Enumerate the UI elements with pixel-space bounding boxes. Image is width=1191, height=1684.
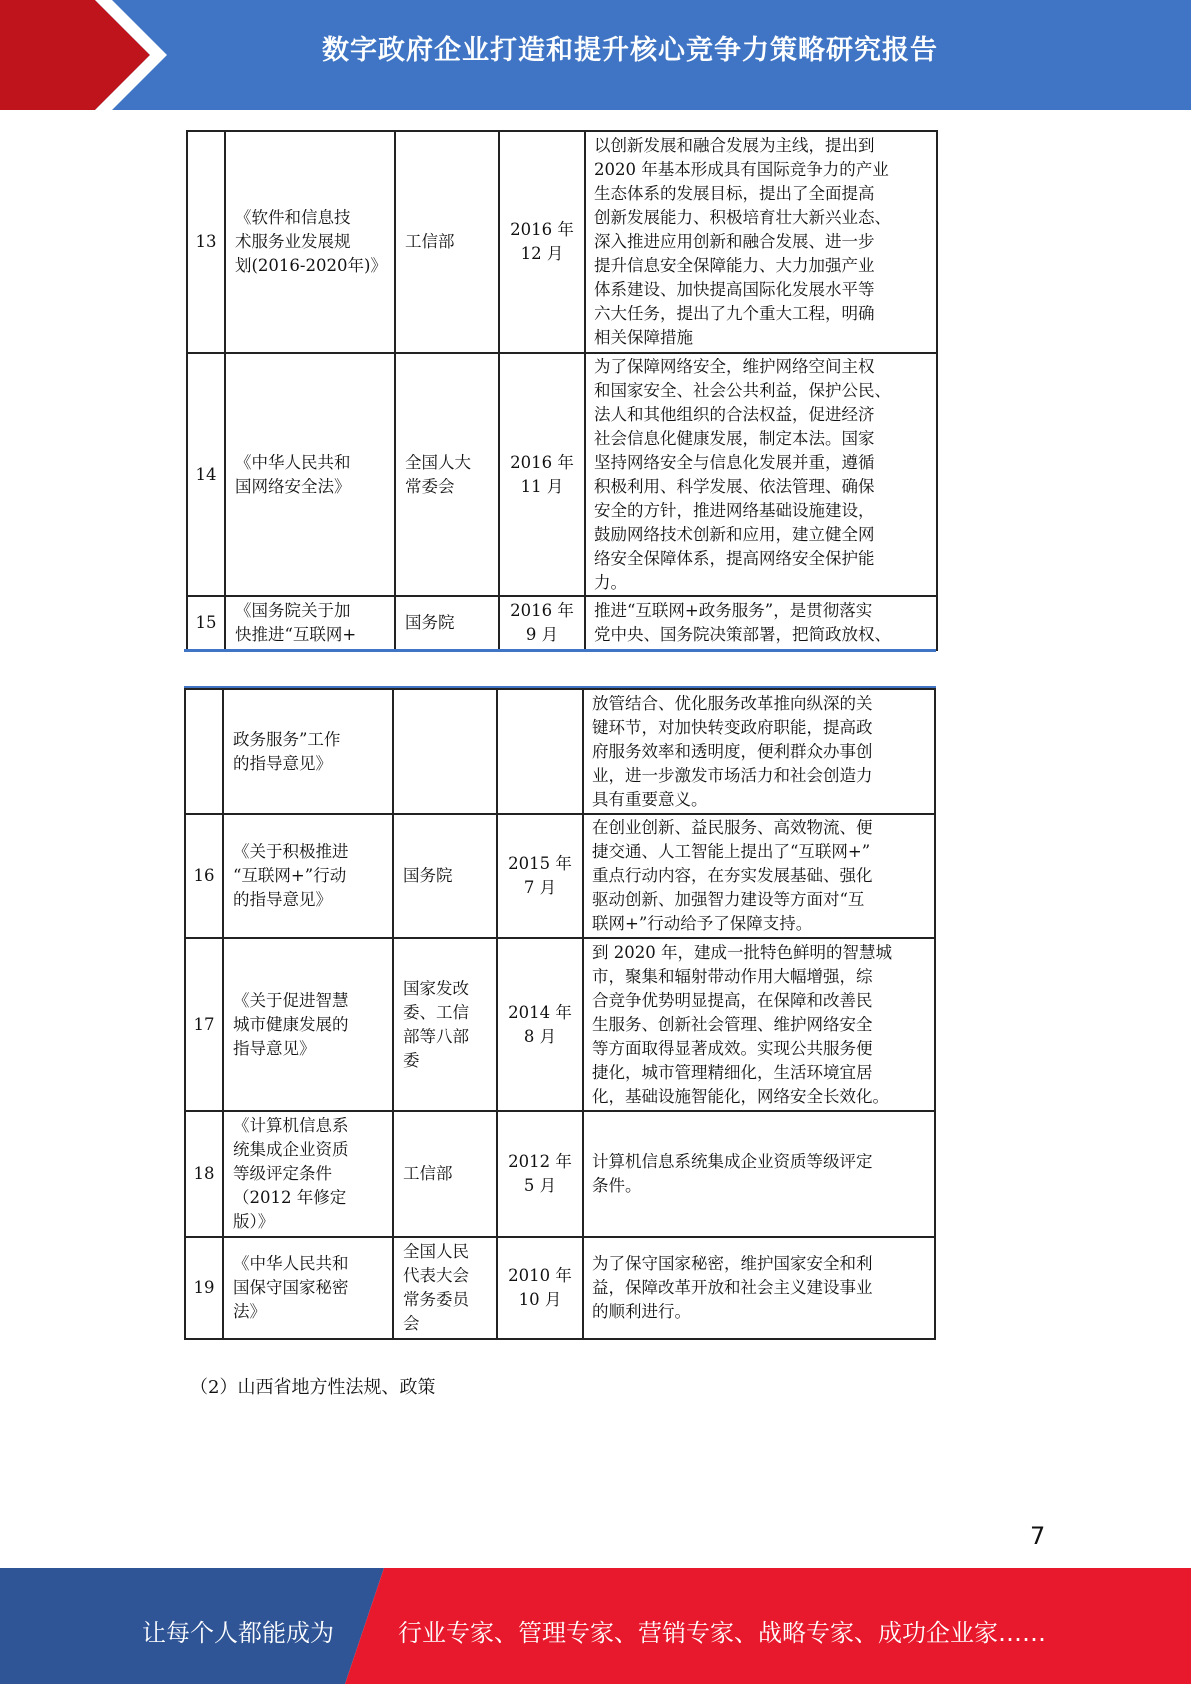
cell-line: 推进“互联网+政务服务”，是贯彻落实 [594, 601, 873, 620]
issue-date-cell [499, 131, 585, 353]
cell-line: 委、工信 [403, 1002, 469, 1022]
cell-line: 2015 年 [508, 854, 572, 873]
cell-line: 合竞争优势明显提高，在保障和改善民 [592, 990, 873, 1010]
cell-line: 相关保障措施 [594, 328, 693, 347]
cell-line: 键环节，对加快转变政府职能，提高政 [592, 717, 873, 737]
issue-date-cell [497, 814, 583, 938]
cell-line: 生态体系的发展目标，提出了全面提高 [594, 184, 875, 203]
cell-line: 创新发展能力、积极培育壮大新兴业态、 [594, 208, 891, 227]
issuer-cell [393, 1111, 497, 1237]
cell-line: 2020 年基本形成具有国际竞争力的产业 [594, 160, 889, 179]
cell-line: 到 2020 年，建成一批特色鲜明的智慧城 [592, 942, 892, 962]
policy-table-part-1 [186, 130, 938, 651]
document-name-cell [223, 938, 393, 1111]
cell-line: 六大任务，提出了九个重大工程，明确 [594, 304, 875, 323]
page-number: 7 [1030, 1522, 1046, 1550]
cell-line: 全国人大 [405, 452, 471, 472]
description-cell [583, 938, 935, 1111]
cell-line: 府服务效率和透明度，便利群众办事创 [592, 741, 873, 761]
row-number: 16 [185, 814, 223, 938]
section-sub-heading: （2）山西省地方性法规、政策 [190, 1377, 436, 1398]
policy-table-part-2 [184, 688, 936, 1340]
cell-line: 政务服务”工作 [233, 729, 341, 749]
cell-line: 化，基础设施智能化，网络安全长效化。 [592, 1086, 889, 1106]
cell-line: 等级评定条件 [233, 1164, 332, 1183]
cell-line: 重点行动内容，在夯实发展基础、强化 [592, 866, 873, 885]
cell-line: 5 月 [523, 1176, 557, 1195]
document-name-cell [225, 596, 395, 650]
cell-line: 2012 年 [508, 1152, 572, 1171]
cell-line: 《中华人民共和 [235, 452, 351, 472]
cell-line: 联网+”行动给予了保障支持。 [592, 914, 813, 933]
document-name-cell [225, 353, 395, 596]
cell-line: 的指导意见》 [233, 753, 332, 773]
cell-line: 划(2016-2020年)》 [235, 256, 387, 275]
issue-date-cell [499, 353, 585, 596]
row-number [185, 689, 223, 814]
issuer-cell [393, 1237, 497, 1339]
table-row [185, 814, 935, 938]
cell-line: 工信部 [405, 232, 455, 251]
cell-line: 以创新发展和融合发展为主线，提出到 [594, 136, 875, 155]
row-number: 14 [187, 353, 225, 596]
cell-line: 部等八部 [403, 1026, 469, 1046]
cell-line: 委 [403, 1050, 420, 1070]
cell-line: 2010 年 [508, 1266, 572, 1285]
cell-line: 2016 年 [510, 220, 574, 239]
footer-slogan-right: 行业专家、管理专家、营销专家、战略专家、成功企业家…… [398, 1619, 1046, 1647]
table-row [185, 1111, 935, 1237]
cell-line: 《软件和信息技 [235, 208, 351, 227]
table-row [185, 1237, 935, 1339]
description-cell [583, 689, 935, 814]
report-title: 数字政府企业打造和提升核心竞争力策略研究报告 [322, 35, 938, 66]
table-row [187, 353, 937, 596]
cell-line: “互联网+”行动 [233, 866, 347, 885]
cell-line: 国务院 [403, 866, 453, 885]
document-name-cell [223, 1237, 393, 1339]
document-name-cell [223, 814, 393, 938]
cell-line: 2016 年 [510, 452, 574, 472]
table-row [187, 131, 937, 353]
cell-line: 具有重要意义。 [592, 789, 708, 809]
cell-line: 9 月 [525, 625, 559, 644]
cell-line: 国务院 [405, 613, 455, 632]
cell-line: 全国人民 [403, 1242, 469, 1261]
cell-line: 市，聚集和辐射带动作用大幅增强，综 [592, 966, 873, 986]
cell-line: 国保守国家秘密 [233, 1278, 349, 1297]
row-number: 13 [187, 131, 225, 353]
issue-date-cell [497, 1237, 583, 1339]
cell-line: 社会信息化健康发展，制定本法。国家 [594, 428, 875, 448]
cell-line: 党中央、国务院决策部署，把简政放权、 [594, 625, 891, 644]
row-number: 15 [187, 596, 225, 650]
page-header [0, 0, 1191, 110]
cell-line: 代表大会 [403, 1266, 469, 1285]
cell-line: 络安全保障体系，提高网络安全保护能 [594, 548, 875, 568]
cell-line: 2016 年 [510, 601, 574, 620]
cell-line: 会 [403, 1314, 420, 1333]
cell-line: 条件。 [592, 1176, 642, 1195]
cell-line: 常务委员 [403, 1290, 469, 1309]
cell-line: 生服务、创新社会管理、维护网络安全 [592, 1014, 873, 1034]
cell-line: 国家发改 [403, 978, 469, 998]
document-name-cell [225, 131, 395, 353]
row-number: 19 [185, 1237, 223, 1339]
cell-line: 指导意见》 [233, 1038, 316, 1058]
cell-line: 深入推进应用创新和融合发展、进一步 [594, 232, 875, 251]
cell-line: 捷交通、人工智能上提出了“互联网+” [592, 842, 871, 861]
cell-line: 为了保守国家秘密，维护国家安全和利 [592, 1254, 873, 1273]
cell-line: 《关于促进智慧 [233, 990, 349, 1010]
issuer-cell [393, 689, 497, 814]
cell-line: 鼓励网络技术创新和应用，建立健全网 [594, 524, 875, 544]
cell-line: 业，进一步激发市场活力和社会创造力 [592, 765, 873, 785]
issue-date-cell [497, 938, 583, 1111]
cell-line: 捷化，城市管理精细化，生活环境宜居 [592, 1062, 873, 1082]
cell-line: 法人和其他组织的合法权益，促进经济 [594, 404, 875, 424]
cell-line: 常委会 [405, 476, 455, 496]
cell-line: 术服务业发展规 [235, 232, 351, 251]
cell-line: 法》 [233, 1302, 266, 1321]
cell-line: 10 月 [518, 1290, 562, 1309]
footer-slogan-left: 让每个人都能成为 [142, 1619, 334, 1647]
cell-line: 驱动创新、加强智力建设等方面对“互 [592, 890, 865, 909]
cell-line: 8 月 [523, 1026, 557, 1046]
cell-line: 《中华人民共和 [233, 1254, 349, 1273]
cell-line: 《计算机信息系 [233, 1116, 349, 1135]
issuer-cell [393, 938, 497, 1111]
description-cell [585, 596, 937, 650]
cell-line: （2012 年修定 [233, 1188, 347, 1207]
cell-line: 的指导意见》 [233, 890, 332, 909]
cell-line: 积极利用、科学发展、依法管理、确保 [594, 476, 875, 496]
header-arrow-graphic [0, 0, 240, 110]
table-bottom-rule [184, 649, 936, 652]
row-number: 18 [185, 1111, 223, 1237]
cell-line: 力。 [594, 572, 627, 592]
cell-line: 的顺利进行。 [592, 1302, 691, 1321]
cell-line: 12 月 [520, 244, 564, 263]
cell-line: 计算机信息系统集成企业资质等级评定 [592, 1152, 873, 1171]
cell-line: 放管结合、优化服务改革推向纵深的关 [592, 693, 873, 713]
row-number: 17 [185, 938, 223, 1111]
description-cell [583, 814, 935, 938]
cell-line: 提升信息安全保障能力、大力加强产业 [594, 256, 875, 275]
table-row [185, 938, 935, 1111]
document-name-cell [223, 1111, 393, 1237]
cell-line: 国网络安全法》 [235, 476, 351, 496]
issuer-cell [393, 814, 497, 938]
cell-line: 在创业创新、益民服务、高效物流、便 [592, 818, 873, 837]
description-cell [583, 1111, 935, 1237]
issue-date-cell [497, 689, 583, 814]
table-row [187, 596, 937, 650]
issue-date-cell [497, 1111, 583, 1237]
description-cell [585, 353, 937, 596]
issue-date-cell [499, 596, 585, 650]
cell-line: 安全的方针，推进网络基础设施建设， [594, 500, 875, 520]
cell-line: 坚持网络安全与信息化发展并重，遵循 [594, 452, 875, 472]
issuer-cell [395, 353, 499, 596]
cell-line: 益，保障改革开放和社会主义建设事业 [592, 1278, 873, 1297]
cell-line: 《关于积极推进 [233, 842, 349, 861]
cell-line: 2014 年 [508, 1002, 572, 1022]
cell-line: 为了保障网络安全，维护网络空间主权 [594, 356, 875, 376]
issuer-cell [395, 596, 499, 650]
cell-line: 城市健康发展的 [233, 1014, 349, 1034]
cell-line: 《国务院关于加 [235, 601, 351, 620]
cell-line: 体系建设、加快提高国际化发展水平等 [594, 280, 875, 299]
cell-line: 和国家安全、社会公共利益，保护公民、 [594, 380, 891, 400]
cell-line: 等方面取得显著成效。实现公共服务便 [592, 1038, 873, 1058]
cell-line: 7 月 [523, 878, 557, 897]
cell-line: 工信部 [403, 1164, 453, 1183]
description-cell [583, 1237, 935, 1339]
document-name-cell [223, 689, 393, 814]
page-footer [0, 1568, 1191, 1684]
cell-line: 统集成企业资质 [233, 1140, 349, 1159]
description-cell [585, 131, 937, 353]
issuer-cell [395, 131, 499, 353]
table-row [185, 689, 935, 814]
cell-line: 快推进“互联网+ [235, 625, 357, 644]
cell-line: 版）》 [233, 1212, 275, 1231]
cell-line: 11 月 [520, 476, 564, 496]
